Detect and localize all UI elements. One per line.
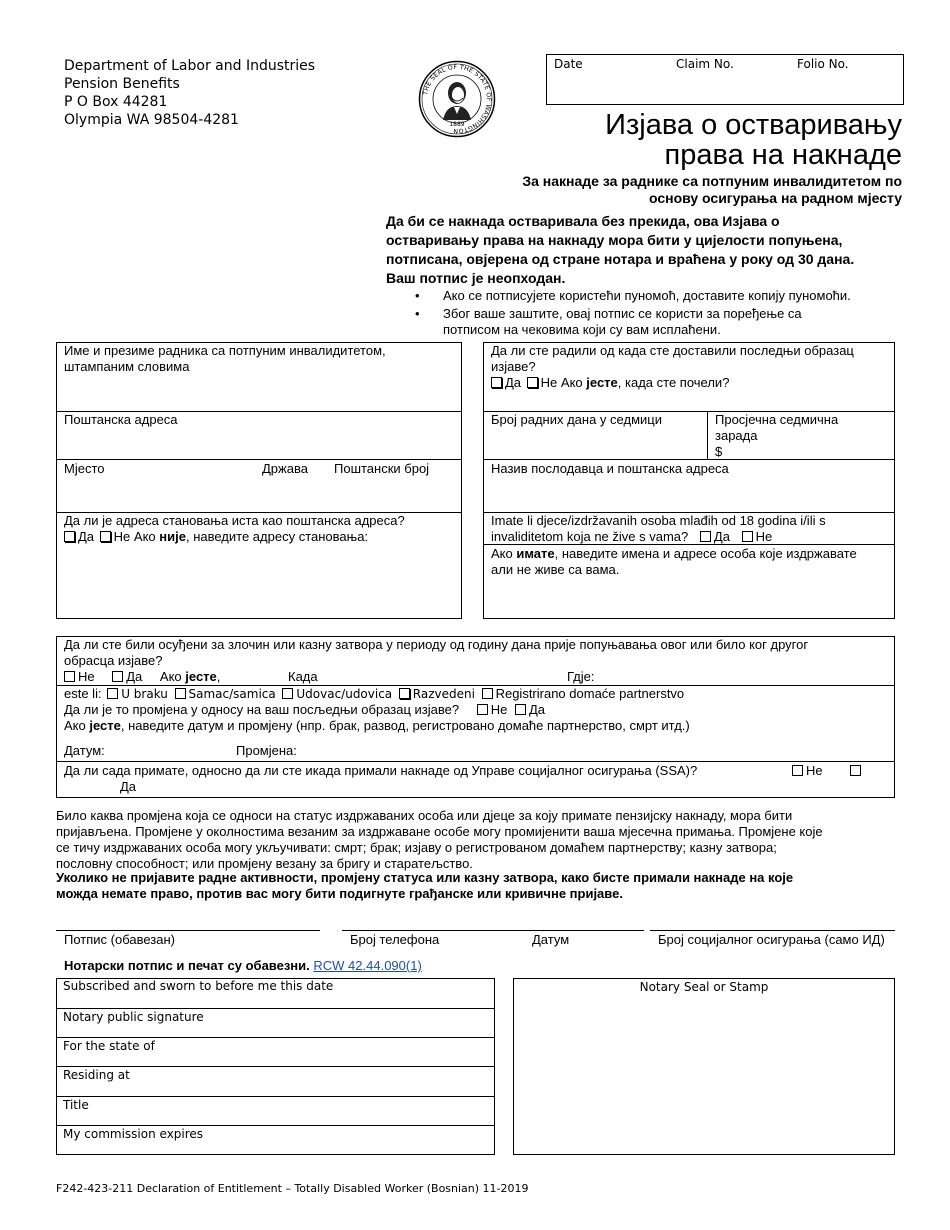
- title-line-2: права на накнаде: [664, 139, 902, 171]
- notary-title-field[interactable]: Title: [57, 1096, 494, 1097]
- dependents-yes-checkbox[interactable]: [700, 531, 711, 542]
- office-claim-label: Claim No.: [676, 57, 734, 71]
- status-single-checkbox[interactable]: [175, 688, 186, 699]
- worked-yes-checkbox[interactable]: [491, 377, 502, 388]
- instruction-bullets: [418, 288, 851, 340]
- conviction-where-field[interactable]: Гдје:: [567, 669, 595, 684]
- dependents-change-notice: Било каква промјена која се односи на статус издржаваних особа или дјеце за коју примате пензијску накнаду, мора бити пријављена. Промјене у околностима везаним за издржаване особе могу промијенити ваша мјесечна примања. Промјене које се тичу издржаваних особа могу укључивати: смрт; брак; изјаву о регистрованом домаћем партнерству; казну затвора; пословну способност; или промјену везану за бригу и старатељство.: [56, 808, 823, 871]
- instruction-line-1: Да би се накнада остваривала без прекида, ова Изјава о: [386, 213, 780, 229]
- avg-weekly-wage-field[interactable]: Просјечна седмична зарада $: [715, 412, 839, 459]
- rcw-link[interactable]: RCW 42.44.090(1): [313, 958, 422, 973]
- seal-text: THE SEAL OF THE STATE OF WASHINGTON: [422, 63, 493, 135]
- instruction-line-4: Ваш потпис је неопходан.: [386, 270, 566, 286]
- worker-name-field[interactable]: Име и презиме радника са потпуним инвалидитетом, штампаним словима: [64, 343, 386, 374]
- signature-date-field[interactable]: Датум: [532, 932, 570, 947]
- status-change-instructions: Ако јесте, наведите датум и промјену (нпр. брак, развод, регистровано домаће партнерство, смрт итд.): [64, 718, 690, 733]
- ssa-yes-checkbox[interactable]: [850, 765, 861, 776]
- title-line-1: Изјава о остваривању: [605, 109, 902, 141]
- signature-field[interactable]: Потпис (обавезан): [64, 932, 175, 947]
- dependents-details-field[interactable]: Ако имате, наведите имена и адресе особа које издржавате али не живе са вама.: [491, 546, 857, 577]
- notary-residing-field[interactable]: Residing at: [57, 1066, 494, 1067]
- address-line-3: P O Box 44281: [64, 94, 168, 110]
- office-folio-label: Folio No.: [797, 57, 849, 71]
- conviction-when-field[interactable]: Када: [288, 669, 318, 684]
- same-address-yes-checkbox[interactable]: [64, 531, 75, 542]
- notary-seal-box[interactable]: [513, 978, 895, 1155]
- ssa-question: Да ли сада примате, односно да ли сте икада примали накнаде од Управе социјалног осигурања (SSA)?: [64, 763, 698, 778]
- notary-commission-field[interactable]: My commission expires: [57, 1125, 494, 1126]
- ssa-yes-label: Да: [120, 779, 137, 794]
- bullet-signature-protection: • Због ваше заштите, овај потпис се користи за поређење са потписом на чековима који су вам исплаћени.: [418, 306, 851, 338]
- workdays-field[interactable]: Број радних дана у седмици: [491, 412, 662, 427]
- seal-year: 1889: [449, 121, 465, 128]
- phone-field[interactable]: Број телефона: [350, 932, 440, 947]
- status-married-checkbox[interactable]: [107, 688, 118, 699]
- status-change-yes-checkbox[interactable]: [515, 704, 526, 715]
- conviction-question: Да ли сте били осуђени за злочин или казну затвора у периоду од годину дана прије попуњавања овог или било ког другог обрасца изјаве?: [64, 637, 809, 668]
- subtitle-line-2: основу осигурања на радном мјесту: [648, 190, 902, 206]
- employer-field[interactable]: Назив послодавца и поштанска адреса: [491, 461, 729, 476]
- status-change-no-checkbox[interactable]: [477, 704, 488, 715]
- conviction-no-checkbox[interactable]: [64, 671, 75, 682]
- address-line-4: Olympia WA 98504-4281: [64, 112, 239, 128]
- form-footer-id: F242-423-211 Declaration of Entitlement – Totally Disabled Worker (Bosnian) 11-2019: [56, 1182, 529, 1195]
- worked-no-checkbox[interactable]: [527, 377, 538, 388]
- washington-state-seal: [418, 60, 496, 138]
- instruction-line-3: потписана, овјерена од стране нотара и враћена у року од 30 дана.: [386, 251, 855, 267]
- conviction-answer-row: Не Да Ако јесте, Када Гдје:: [64, 669, 884, 685]
- office-date-label: Date: [554, 57, 583, 71]
- instruction-line-2: остваривању права на накнаду мора бити у цијелости попуњена,: [386, 232, 843, 248]
- legal-warning: Уколико не пријавите радне активности, промјену статуса или казну затвора, како бисте примали накнаде на које можда немате право, против вас могу бити подигнуте грађанске или кривичне пријаве.: [56, 870, 794, 901]
- notary-signature-field[interactable]: Notary public signature: [57, 1008, 494, 1009]
- notary-required-notice: Нотарски потпис и печат су обавезни. RCW 42.44.090(1): [64, 958, 422, 973]
- ssn-field[interactable]: Број социјалног осигурања (само ИД): [658, 932, 885, 947]
- postal-address-field[interactable]: Поштанска адреса: [64, 412, 178, 427]
- dependents-question: Imate li djece/izdržavanih osoba mlađih od 18 godina i/ili s invaliditetom koja ne žive s vama? Да Не: [491, 513, 826, 544]
- conviction-yes-checkbox[interactable]: [112, 671, 123, 682]
- same-address-no-checkbox[interactable]: [100, 531, 111, 542]
- status-change-date-field[interactable]: Датум:: [64, 743, 105, 758]
- notary-state-field[interactable]: For the state of: [57, 1037, 494, 1038]
- city-field[interactable]: Мјесто: [64, 461, 105, 476]
- form-subtitle: [522, 173, 902, 207]
- worker-info-table: [56, 342, 462, 619]
- status-change-description-field[interactable]: Промјена:: [236, 743, 297, 758]
- state-field[interactable]: Држава: [262, 461, 308, 476]
- marital-status-row: este li: U braku Samac/samica Udovac/udovica Razvedeni Registrirano domaće partnerstvo: [64, 686, 685, 701]
- notary-seal-label: Notary Seal or Stamp: [639, 980, 769, 994]
- status-partnership-checkbox[interactable]: [482, 688, 493, 699]
- agency-address: [64, 57, 315, 129]
- address-line-2: Pension Benefits: [64, 76, 180, 92]
- ssa-answers: Не: [792, 763, 864, 779]
- residence-address-question: Да ли је адреса становања иста као поштанска адреса? Да Не Ако није, наведите адресу становања:: [64, 513, 405, 544]
- dependents-no-checkbox[interactable]: [742, 531, 753, 542]
- instructions-block: [386, 212, 854, 288]
- status-widowed-checkbox[interactable]: [282, 688, 293, 699]
- worked-question: Да ли сте радили од када сте доставили последњи образац изјаве? Да Не Ако јесте, када сте почели?: [491, 343, 854, 390]
- form-title: [605, 110, 902, 170]
- address-line-1: Department of Labor and Industries: [64, 58, 316, 74]
- notary-table: Subscribed and sworn to before me this date Notary public signature For the state of Residing at Title My commission expires: [56, 978, 495, 1155]
- office-use-box: [546, 54, 904, 105]
- bullet-power-of-attorney: • Ако се потписујете користећи пуномоћ, доставите копију пуномоћи.: [418, 288, 851, 304]
- status-divorced-checkbox[interactable]: [399, 688, 410, 699]
- status-change-question: Да ли је то промјена у односу на ваш посљедњи образац изјаве? Не Да: [64, 702, 546, 717]
- zip-field[interactable]: Поштански број: [334, 461, 430, 476]
- ssa-no-checkbox[interactable]: [792, 765, 803, 776]
- subtitle-line-1: За накнаде за раднике са потпуним инвалидитетом по: [522, 173, 902, 189]
